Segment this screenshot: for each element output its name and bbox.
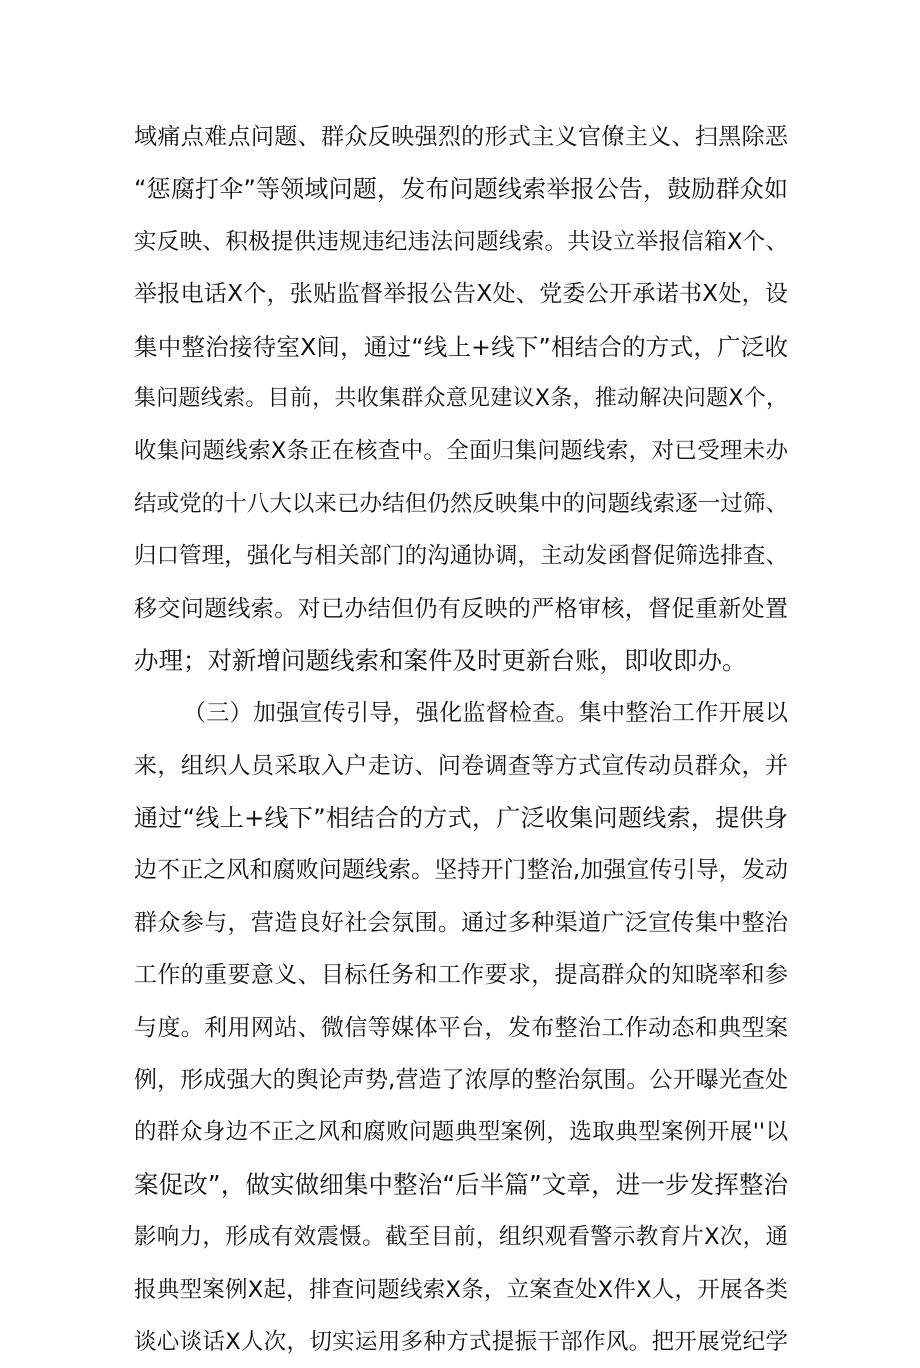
text-line: 通过“线上+线下”相结合的方式，广泛收集问题线索，提供身 (134, 804, 788, 833)
text-line: 移交问题线索。对已办结但仍有反映的严格审核，督促重新处置 (134, 595, 788, 622)
section-heading-line: （三）加强宣传引导，强化监督检查。集中整治工作开展以 (183, 700, 788, 727)
text-line: 工作的重要意义、目标任务和工作要求，提高群众的知晓率和参 (134, 962, 788, 989)
text-line: “惩腐打伞”等领域问题，发布问题线索举报公告，鼓励群众如 (134, 175, 788, 204)
text-line: 实反映、积极提供违规违纪违法问题线索。共设立举报信箱X个、 (134, 228, 788, 255)
paragraph-2 (134, 687, 788, 1368)
text-line: 收集问题线索X条正在核查中。全面归集问题线索，对已受理未办 (134, 438, 788, 465)
document-body (134, 111, 788, 1368)
text-line: 边不正之风和腐败问题线索。坚持开门整治,加强宣传引导，发动 (134, 857, 788, 884)
text-line: 办理；对新增问题线索和案件及时更新台账，即收即办。 (134, 645, 747, 675)
text-line: 的群众身边不正之风和腐败问题典型案例，选取典型案例开展''以 (134, 1119, 788, 1146)
text-line: 集中整治接待室X间，通过“线上+线下”相结合的方式，广泛收 (134, 332, 788, 361)
text-line: 归口管理，强化与相关部门的沟通协调，主动发函督促筛选排查、 (134, 543, 788, 570)
text-line: 报典型案例X起，排查问题线索X条，立案查处X件X人，开展各类 (134, 1276, 788, 1303)
text-line: 结或党的十八大以来已办结但仍然反映集中的问题线索逐一过筛、 (134, 490, 788, 517)
text-line: 集问题线索。目前，共收集群众意见建议X条，推动解决问题X个， (134, 385, 788, 411)
text-line: 与度。利用网站、微信等媒体平台，发布整治工作动态和典型案 (134, 1014, 788, 1041)
text-line: 例，形成强大的舆论声势,营造了浓厚的整治氛围。公开曝光查处 (134, 1067, 788, 1094)
paragraph-1 (134, 111, 788, 687)
text-line: 来，组织人员采取入户走访、问卷调查等方式宣传动员群众，并 (134, 752, 788, 779)
text-line: 举报电话X个，张贴监督举报公告X处、党委公开承诺书X处，设 (134, 281, 788, 308)
text-line: 案促改”，做实做细集中整治“后半篇”文章，进一步发挥整治 (134, 1169, 788, 1199)
text-line: 影响力，形成有效震慑。截至目前，组织观看警示教育片X次，通 (134, 1224, 788, 1251)
text-line: 群众参与，营造良好社会氛围。通过多种渠道广泛宣传集中整治 (134, 909, 788, 936)
text-line: 谈心谈话X人次，切实运用多种方式提振干部作风。把开展党纪学 (134, 1328, 788, 1355)
text-line: 域痛点难点问题、群众反映强烈的形式主义官僚主义、扫黑除恶 (134, 124, 788, 150)
